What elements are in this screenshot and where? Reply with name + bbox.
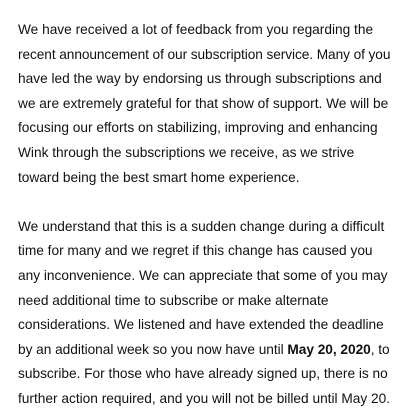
- text-line: have led the way by endorsing us through subscriptions and: [18, 71, 382, 87]
- announcement-document: [18, 18, 390, 412]
- text-line: recent announcement of our subscription service. Many of you: [18, 46, 391, 62]
- text-line: focusing our efforts on stabilizing, improving and enhancing: [18, 120, 378, 136]
- text-line: subscribe. For those who have already signed up, there is no: [18, 366, 388, 382]
- deadline-date: May 20, 2020: [287, 341, 371, 357]
- text-line: time for many and we regret if this change has caused you: [18, 243, 373, 259]
- text-line: any inconvenience. We can appreciate that some of you may: [18, 267, 388, 283]
- deadline-line-after: , to: [370, 341, 390, 357]
- paragraph-deadline-extension: [18, 215, 390, 412]
- text-line: need additional time to subscribe or make alternate: [18, 292, 329, 308]
- text-line: considerations. We listened and have extended the deadline: [18, 317, 384, 333]
- deadline-line: [18, 338, 390, 363]
- deadline-line-before: by an additional week so you now have until: [18, 341, 288, 357]
- text-line: toward being the best smart home experience.: [18, 169, 300, 185]
- paragraph-feedback: [18, 18, 390, 190]
- text-line: We understand that this is a sudden change during a difficult: [18, 218, 385, 234]
- text-line: We have received a lot of feedback from you regarding the: [18, 22, 374, 37]
- text-line: Wink through the subscriptions we receive, as we strive: [18, 144, 355, 160]
- text-line: further action required, and you will not be billed until May 20.: [18, 390, 391, 406]
- text-line: we are extremely grateful for that show of support. We will be: [18, 95, 389, 111]
